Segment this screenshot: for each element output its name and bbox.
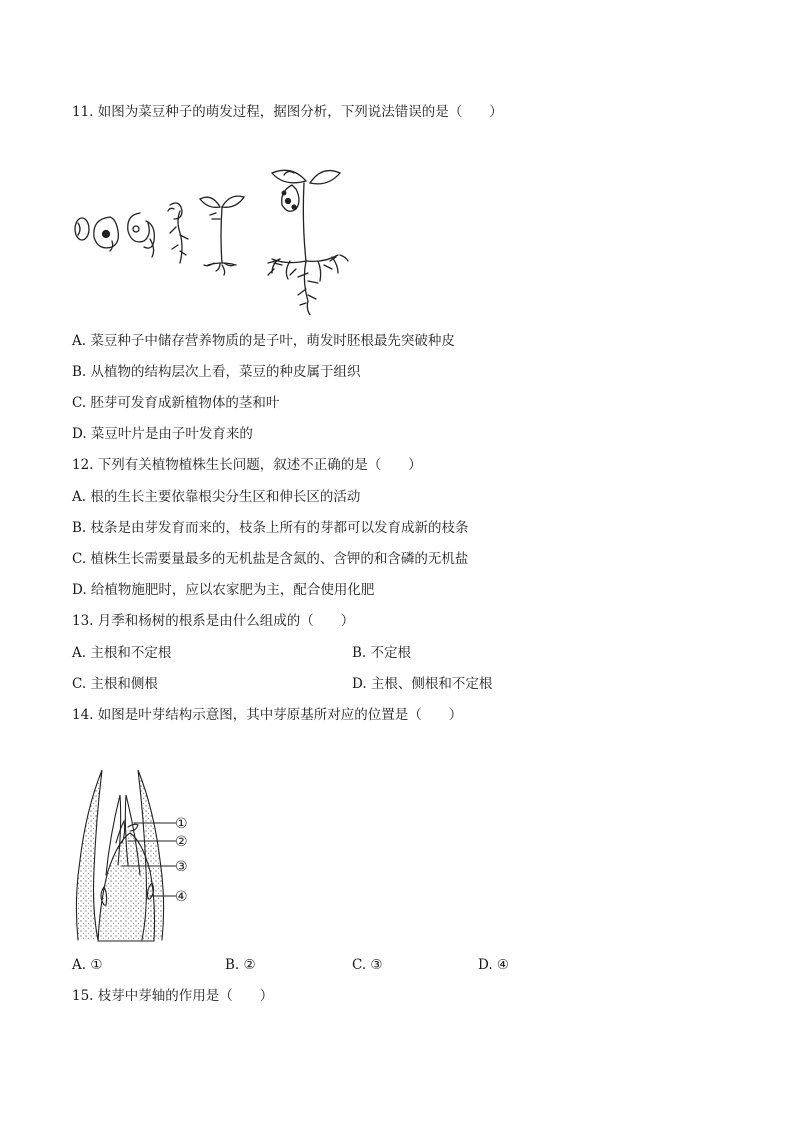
question-12-stem: 12. 下列有关植物植株生长问题，叙述不正确的是（ ） (72, 457, 422, 473)
seedling-stage-6 (268, 170, 348, 315)
question-13-option-b[interactable]: B. 不定根 (352, 645, 412, 661)
seed-stage-1 (75, 218, 89, 240)
question-11-option-c[interactable]: C. 胚芽可发育成新植物体的茎和叶 (72, 395, 280, 411)
question-14-option-b[interactable]: B. ② (225, 957, 256, 973)
bud-label-1: ① (175, 816, 188, 832)
question-13-option-c[interactable]: C. 主根和侧根 (72, 676, 158, 692)
question-12-option-d[interactable]: D. 给植物施肥时，应以农家肥为主，配合使用化肥 (72, 582, 375, 598)
seedling-stage-5 (200, 196, 244, 275)
bud-label-3: ③ (175, 859, 188, 875)
bud-label-4: ④ (175, 889, 188, 905)
question-11-option-a[interactable]: A. 菜豆种子中储存营养物质的是子叶，萌发时胚根最先突破种皮 (72, 333, 455, 349)
question-11-option-b[interactable]: B. 从植物的结构层次上看，菜豆的种皮属于组织 (72, 364, 361, 380)
question-14-option-c[interactable]: C. ③ (352, 957, 383, 973)
question-11-option-d[interactable]: D. 菜豆叶片是由子叶发育来的 (72, 426, 253, 442)
question-14-stem: 14. 如图是叶芽结构示意图，其中芽原基所对应的位置是（ ） (72, 707, 463, 723)
bean-germination-figure (70, 165, 360, 315)
seed-stage-3 (128, 213, 155, 257)
question-13-option-d[interactable]: D. 主根、侧根和不定根 (352, 676, 493, 692)
bud-label-2: ② (175, 834, 188, 850)
leaf-bud-diagram (70, 765, 210, 945)
question-12-option-c[interactable]: C. 植株生长需要量最多的无机盐是含氮的、含钾的和含磷的无机盐 (72, 551, 469, 567)
question-12-option-a[interactable]: A. 根的生长主要依靠根尖分生区和伸长区的活动 (72, 489, 361, 505)
question-12-option-b[interactable]: B. 枝条是由芽发育而来的，枝条上所有的芽都可以发育成新的枝条 (72, 520, 469, 536)
question-15-stem: 15. 枝芽中芽轴的作用是（ ） (72, 988, 274, 1004)
question-13-option-a[interactable]: A. 主根和不定根 (72, 645, 172, 661)
seed-stage-2 (94, 217, 119, 251)
question-14-option-a[interactable]: A. ① (72, 957, 103, 973)
question-13-stem: 13. 月季和杨树的根系是由什么组成的（ ） (72, 613, 355, 629)
seedling-stage-4 (168, 203, 188, 263)
question-11-stem: 11. 如图为菜豆种子的萌发过程，据图分析，下列说法错误的是（ ） (72, 104, 503, 120)
question-14-option-d[interactable]: D. ④ (478, 957, 510, 973)
